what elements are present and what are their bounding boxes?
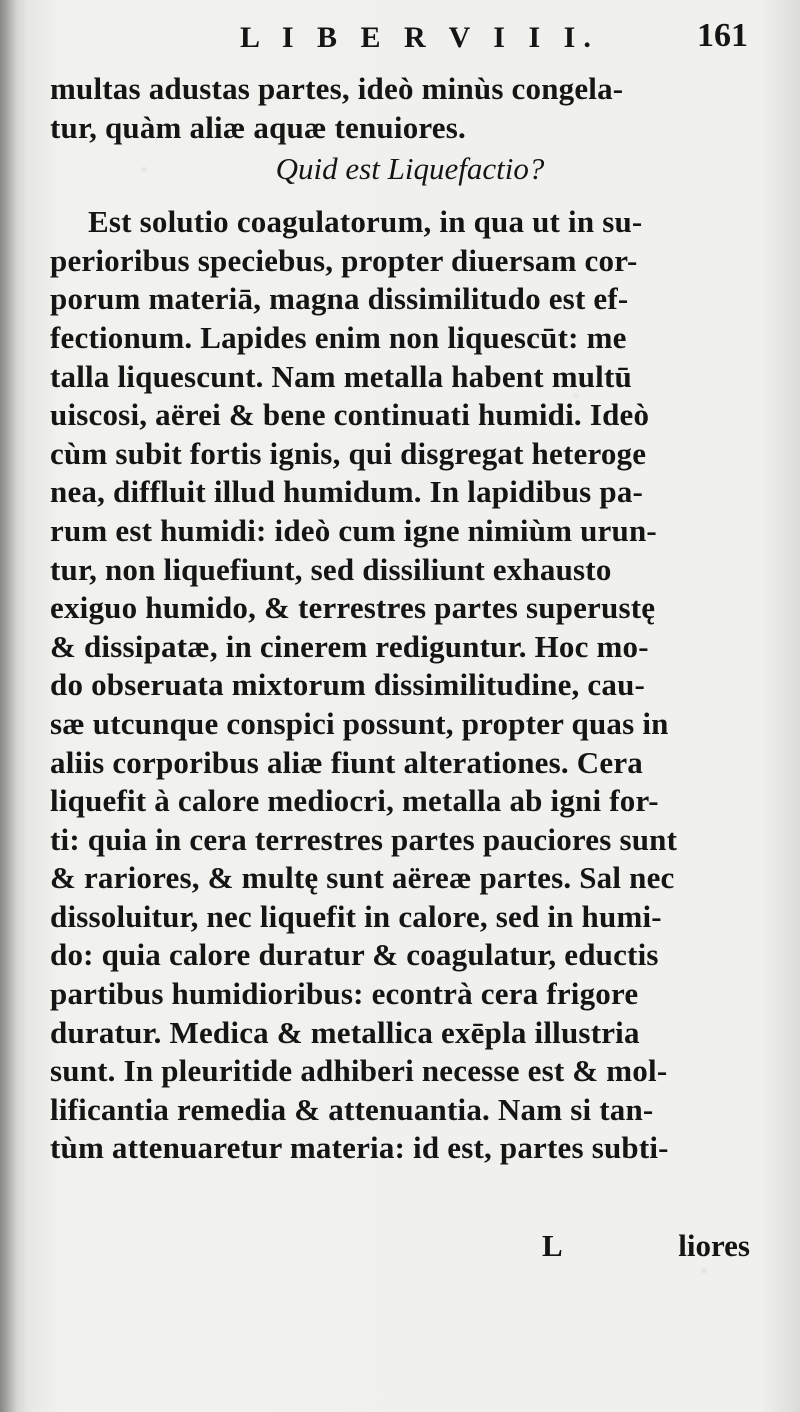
spine-shadow: [0, 0, 28, 1412]
catchword: liores: [678, 1228, 750, 1263]
section-title: Quid est Liquefactio?: [275, 151, 545, 187]
text-line: & rariores, & multę sunt aëreæ partes. Sal nec: [50, 860, 675, 896]
text-line: fectionum. Lapides enim non liquescūt: me: [50, 319, 627, 355]
text-line: liquefit à calore mediocri, metalla ab igni for-: [50, 783, 659, 819]
text-line: do: quia calore duratur & coagulatur, eductis: [50, 937, 659, 973]
text-line: talla liquescunt. Nam metalla habent multū: [50, 358, 632, 394]
text-line: Est solutio coagulatorum, in qua ut in su-: [88, 204, 643, 240]
text-line: uiscosi, aërei & bene continuati humidi. Ideò: [50, 397, 650, 433]
text-block: [50, 70, 770, 1168]
page-number: 161: [697, 17, 748, 54]
text-line: partibus humidioribus: econtrà cera frigore: [50, 976, 639, 1012]
text-line: lificantia remedia & attenuantia. Nam si tan-: [50, 1091, 654, 1127]
text-line: duratur. Medica & metallica exēpla illustria: [50, 1014, 640, 1050]
text-line: ti: quia in cera terrestres partes pauciores sunt: [50, 821, 678, 857]
text-line: sæ utcunque conspici possunt, propter quas in: [50, 705, 669, 741]
text-line: & dissipatæ, in cinerem rediguntur. Hoc mo-: [50, 628, 649, 664]
text-line: sunt. In pleuritide adhiberi necesse est & mol-: [50, 1053, 668, 1089]
text-line: rum est humidi: ideò cum igne nimiùm urun-: [50, 512, 657, 548]
text-line: multas adustas partes, ideò minùs congela-: [50, 71, 624, 106]
text-line: tur, non liquefiunt, sed dissiliunt exhausto: [50, 551, 612, 587]
text-line: porum materiā, magna dissimilitudo est ef-: [50, 281, 629, 317]
page-footer: [50, 1224, 750, 1268]
text-line: exiguo humido, & terrestres partes superustę: [50, 590, 656, 626]
text-line: aliis corporibus aliæ fiunt alterationes. Cera: [50, 744, 643, 780]
running-head: L I B E R V I I I.: [240, 21, 599, 54]
section-heading-wrap: [50, 147, 770, 203]
text-line: cùm subit fortis ignis, qui disgregat heteroge: [50, 435, 647, 471]
text-line: tur, quàm aliæ aquæ tenuiores.: [50, 109, 466, 145]
text-line: perioribus speciebus, propter diuersam cor-: [50, 242, 638, 278]
text-line: tùm attenuaretur materia: id est, partes subti-: [50, 1130, 669, 1166]
text-line: nea, diffluit illud humidum. In lapidibus pa-: [50, 474, 644, 510]
text-line: dissoluitur, nec liquefit in calore, sed in humi-: [50, 898, 662, 934]
signature-mark: L: [542, 1228, 563, 1263]
text-line: do obseruata mixtorum dissimilitudine, cau-: [50, 667, 646, 703]
